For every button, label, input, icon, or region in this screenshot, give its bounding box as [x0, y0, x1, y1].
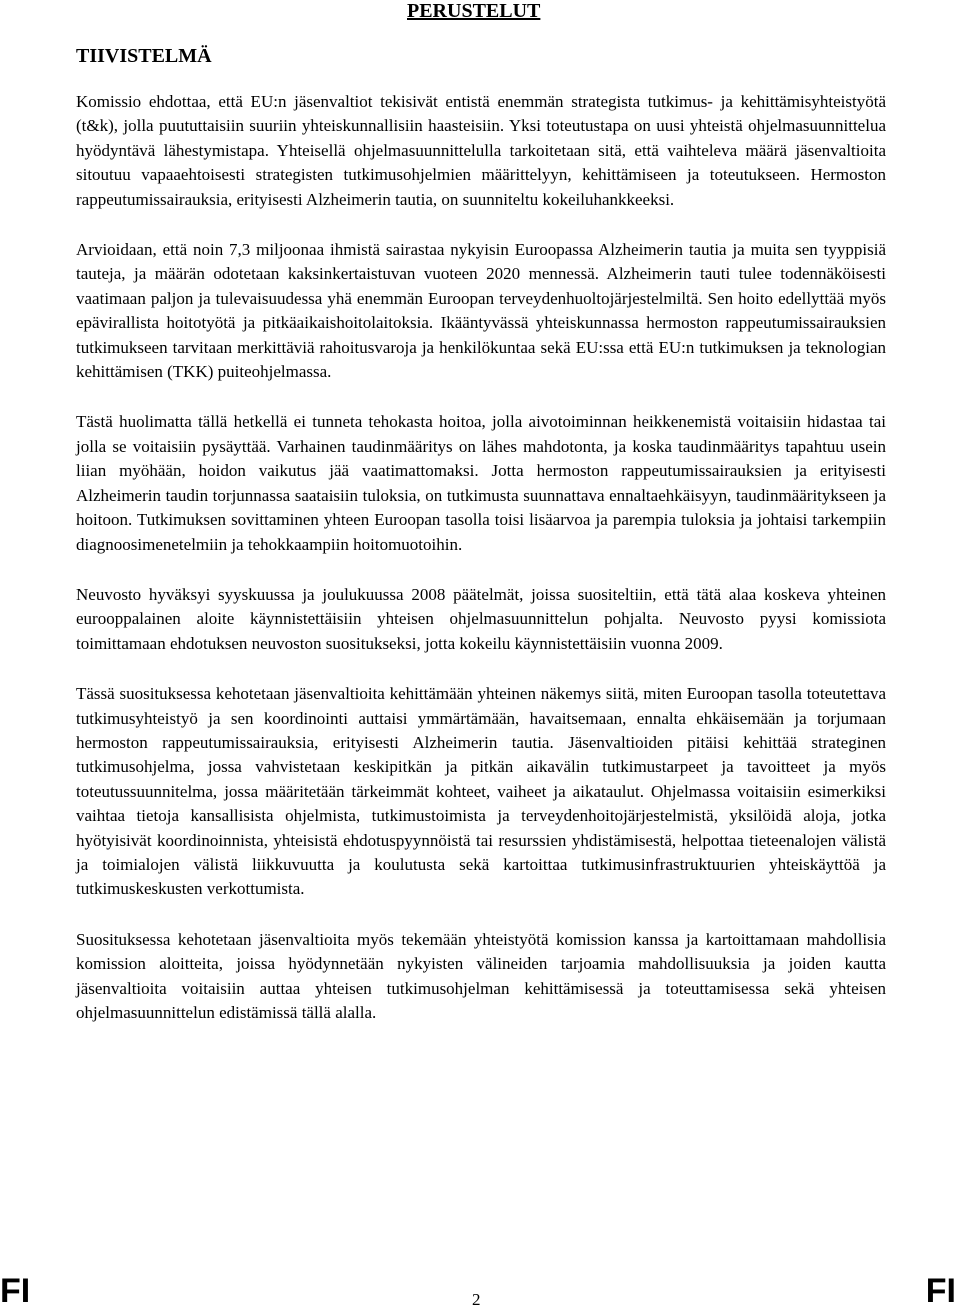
summary-heading: TIIVISTELMÄ: [76, 45, 212, 67]
document-body: [76, 90, 886, 1051]
paragraph-2: Arvioidaan, että noin 7,3 miljoonaa ihmistä sairastaa nykyisin Euroopassa Alzheimerin tautia ja muita sen tyyppisiä tauteja, ja määrän odotetaan kaksinkertaistuvan vuoteen 2020 mennessä. Alzheimerin tauti tulee todennäköisesti vaatimaan paljon ja tulevaisuudessa yhä enemmän Euroopan terveydenhuoltojärjestelmiltä. Sen hoito edellyttää myös epävirallista hoitotyötä ja pitkäaikaishoitolaitoksia. Ikääntyvässä yhteiskunnassa hermoston rappeutumissairauksien tutkimukseen tarvitaan merkittäviä rahoitusvaroja ja henkilökuntaa sekä EU:ssa että EU:n tutkimuksen ja teknologian kehittämisen (TKK) puiteohjelmassa.: [76, 240, 886, 382]
section-title: PERUSTELUT: [407, 0, 541, 22]
footer-language-right: FI: [925, 1272, 956, 1310]
footer-language-left: FI: [0, 1272, 31, 1310]
paragraph-1: Komissio ehdottaa, että EU:n jäsenvaltiot tekisivät entistä enemmän strategista tutkimus- ja kehittämisyhteistyötä (t&k), jolla puututtaisiin suuriin yhteiskunnallisiin haasteisiin. Yksi toteutustapa on uusi yhteistä ohjelmasuunnittelua hyödyntävä lähestymistapa. Yhteisellä ohjelmasuunnittelulla tarkoitetaan sitä, että vaihteleva määrä jäsenvaltioita sitoutuu vapaaehtoisesti strategisten tutkimusohjelmien määrittelyyn, kehittämiseen ja toteutukseen. Hermoston rappeutumissairauksia, erityisesti Alzheimerin tautia, on suunniteltu kokeiluhankkeeksi.: [76, 92, 886, 209]
page-number: 2: [472, 1290, 481, 1309]
paragraph-6: Suosituksessa kehotetaan jäsenvaltioita myös tekemään yhteistyötä komission kanssa ja kartoittamaan mahdollisia komission aloitteita, joissa hyödynnetään nykyisten välineiden tarjoamia mahdollisuuksia ja joiden kautta jäsenvaltioita voitaisiin auttaa yhteisen tutkimusohjelman kehittämisessä ja toteuttamisessa sekä yhteisen ohjelmasuunnittelun edistämissä tällä alalla.: [76, 929, 886, 1022]
paragraph-3: Tästä huolimatta tällä hetkellä ei tunneta tehokasta hoitoa, jolla aivotoiminnan heikkenemistä voitaisiin hidastaa tai jolla se voitaisiin pysäyttää. Varhainen taudinmääritys on lähes mahdotonta, ja koska taudinmääritys tapahtuu usein liian myöhään, hoidon vaikutus jää vaatimattomaksi. Jotta hermoston rappeutumissairauksien ja erityisesti Alzheimerin taudin torjunnassa saataisiin tuloksia, on tutkimusta suunnattava ennaltaehkäisyyn, taudinmääritykseen ja hoitoon. Tutkimuksen sovittaminen yhteen Euroopan tasolla toisi lisäarvoa ja parempia tuloksia ja johtaisi tarkempiin diagnoosimenetelmiin ja tehokkaampiin hoitomuotoihin.: [76, 412, 886, 554]
paragraph-4: Neuvosto hyväksyi syyskuussa ja joulukuussa 2008 päätelmät, joissa suositeltiin, että tätä alaa koskeva yhteinen eurooppalainen aloite käynnistettäisiin yhteisen ohjelmasuunnittelun pohjalta. Neuvosto pyysi komissiota toimittamaan ehdotuksen neuvoston suositukseksi, jotta kokeilu käynnistettäisiin vuonna 2009.: [76, 584, 886, 653]
paragraph-5: Tässä suosituksessa kehotetaan jäsenvaltioita kehittämään yhteinen näkemys siitä, miten Euroopan tasolla toteutettava tutkimusyhteistyö ja sen koordinointi auttaisi ymmärtämään, havaitsemaan, ennalta ehkäisemään ja torjumaan hermoston rappeutumissairauksia, erityisesti Alzheimerin tautia. Jäsenvaltioiden pitäisi kehittää strateginen tutkimusohjelma, jossa vahvistetaan keskipitkän ja pitkän aikavälin tutkimustarpeet ja tavoitteet ja myös toteutussuunnitelma, jossa määritetään tärkeimmät kohteet, vaiheet ja aikataulut. Ohjelmassa voitaisiin esimerkiksi vaihtaa tietoja kansallisista ohjelmista, tutkimustoimista ja terveydenhoitojärjestelmistä, yksilöidä aloja, jotka hyötyisivät koordinoinnista, yhteisistä ehdotuspyynnöistä tai resurssien yhdistämisestä, helpottaa tieteenalojen välistä ja toimialojen välistä liikkuvuutta ja koulutusta sekä kartoittaa tutkimusinfrastruktuurien yhteiskäyttöä ja tutkimuskeskusten verkottumista.: [76, 684, 886, 899]
